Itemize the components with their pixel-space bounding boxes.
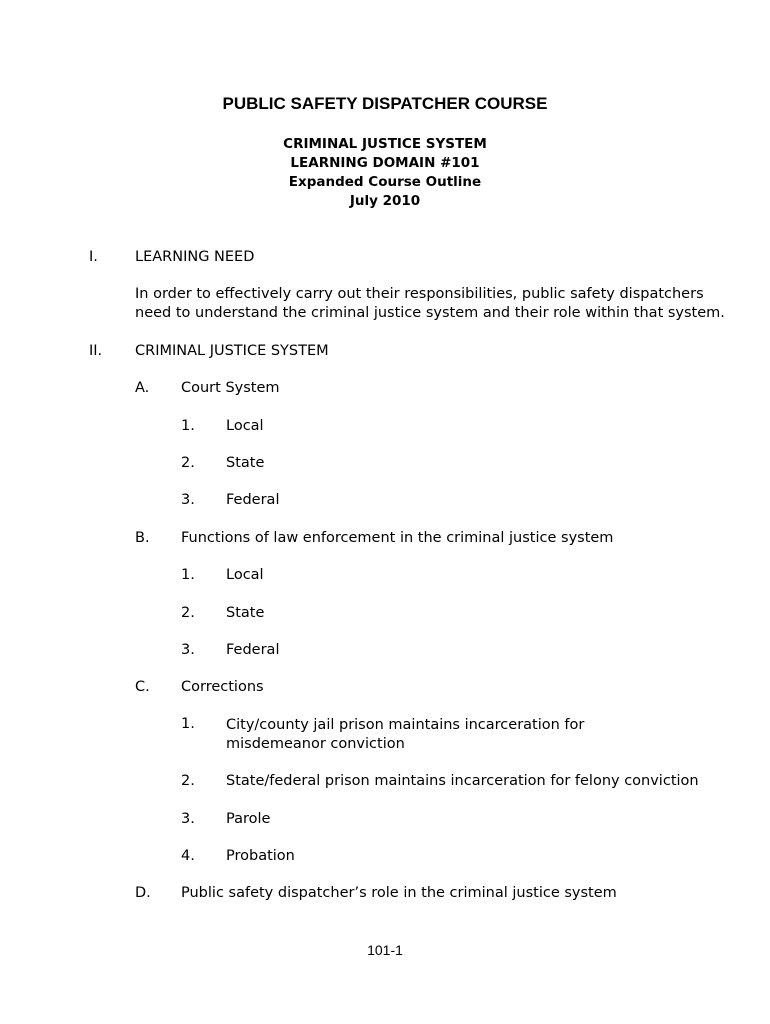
- section-body-line: need to understand the criminal justice system and their role within that system.: [135, 305, 725, 321]
- section-numeral: II.: [89, 343, 103, 359]
- item-text: Federal: [226, 642, 280, 658]
- subtitle-domain-name: CRIMINAL JUSTICE SYSTEM: [283, 136, 487, 152]
- item-number: 3.: [181, 492, 195, 508]
- item-text: State: [226, 455, 265, 471]
- section-body-line: In order to effectively carry out their responsibilities, public safety dispatchers: [135, 286, 704, 302]
- item-text: City/county jail prison maintains incarceration for misdemeanor conviction: [226, 717, 585, 752]
- page-number: 101-1: [367, 942, 403, 958]
- subtitle-domain-number: LEARNING DOMAIN #101: [290, 155, 480, 171]
- item-number: 1.: [181, 567, 195, 583]
- subsection-label: Court System: [181, 380, 280, 396]
- item-number: 1.: [181, 716, 195, 732]
- section-heading: CRIMINAL JUSTICE SYSTEM: [135, 343, 329, 359]
- subsection-label: Functions of law enforcement in the criminal justice system: [181, 530, 614, 546]
- item-text: State/federal prison maintains incarceration for felony conviction: [226, 773, 699, 789]
- subsection-letter: A.: [135, 380, 150, 396]
- item-number: 3.: [181, 642, 195, 658]
- item-number: 4.: [181, 848, 195, 864]
- subsection-letter: C.: [135, 679, 150, 695]
- item-text: Local: [226, 418, 264, 434]
- subsection-letter: D.: [135, 885, 151, 901]
- subsection-label: Corrections: [181, 679, 264, 695]
- item-number: 3.: [181, 811, 195, 827]
- item-text: State: [226, 605, 265, 621]
- item-text: Federal: [226, 492, 280, 508]
- subsection-letter: B.: [135, 530, 150, 546]
- item-text: Parole: [226, 811, 271, 827]
- item-number: 2.: [181, 455, 195, 471]
- subsection-label: Public safety dispatcher’s role in the criminal justice system: [181, 885, 617, 901]
- section-heading: LEARNING NEED: [135, 249, 255, 265]
- item-text: Probation: [226, 848, 295, 864]
- page-title: PUBLIC SAFETY DISPATCHER COURSE: [222, 94, 548, 113]
- item-number: 2.: [181, 605, 195, 621]
- item-number: 1.: [181, 418, 195, 434]
- item-text: Local: [226, 567, 264, 583]
- subtitle-date: July 2010: [349, 193, 421, 209]
- subtitle-outline: Expanded Course Outline: [288, 174, 482, 190]
- section-numeral: I.: [89, 249, 98, 265]
- item-number: 2.: [181, 773, 195, 789]
